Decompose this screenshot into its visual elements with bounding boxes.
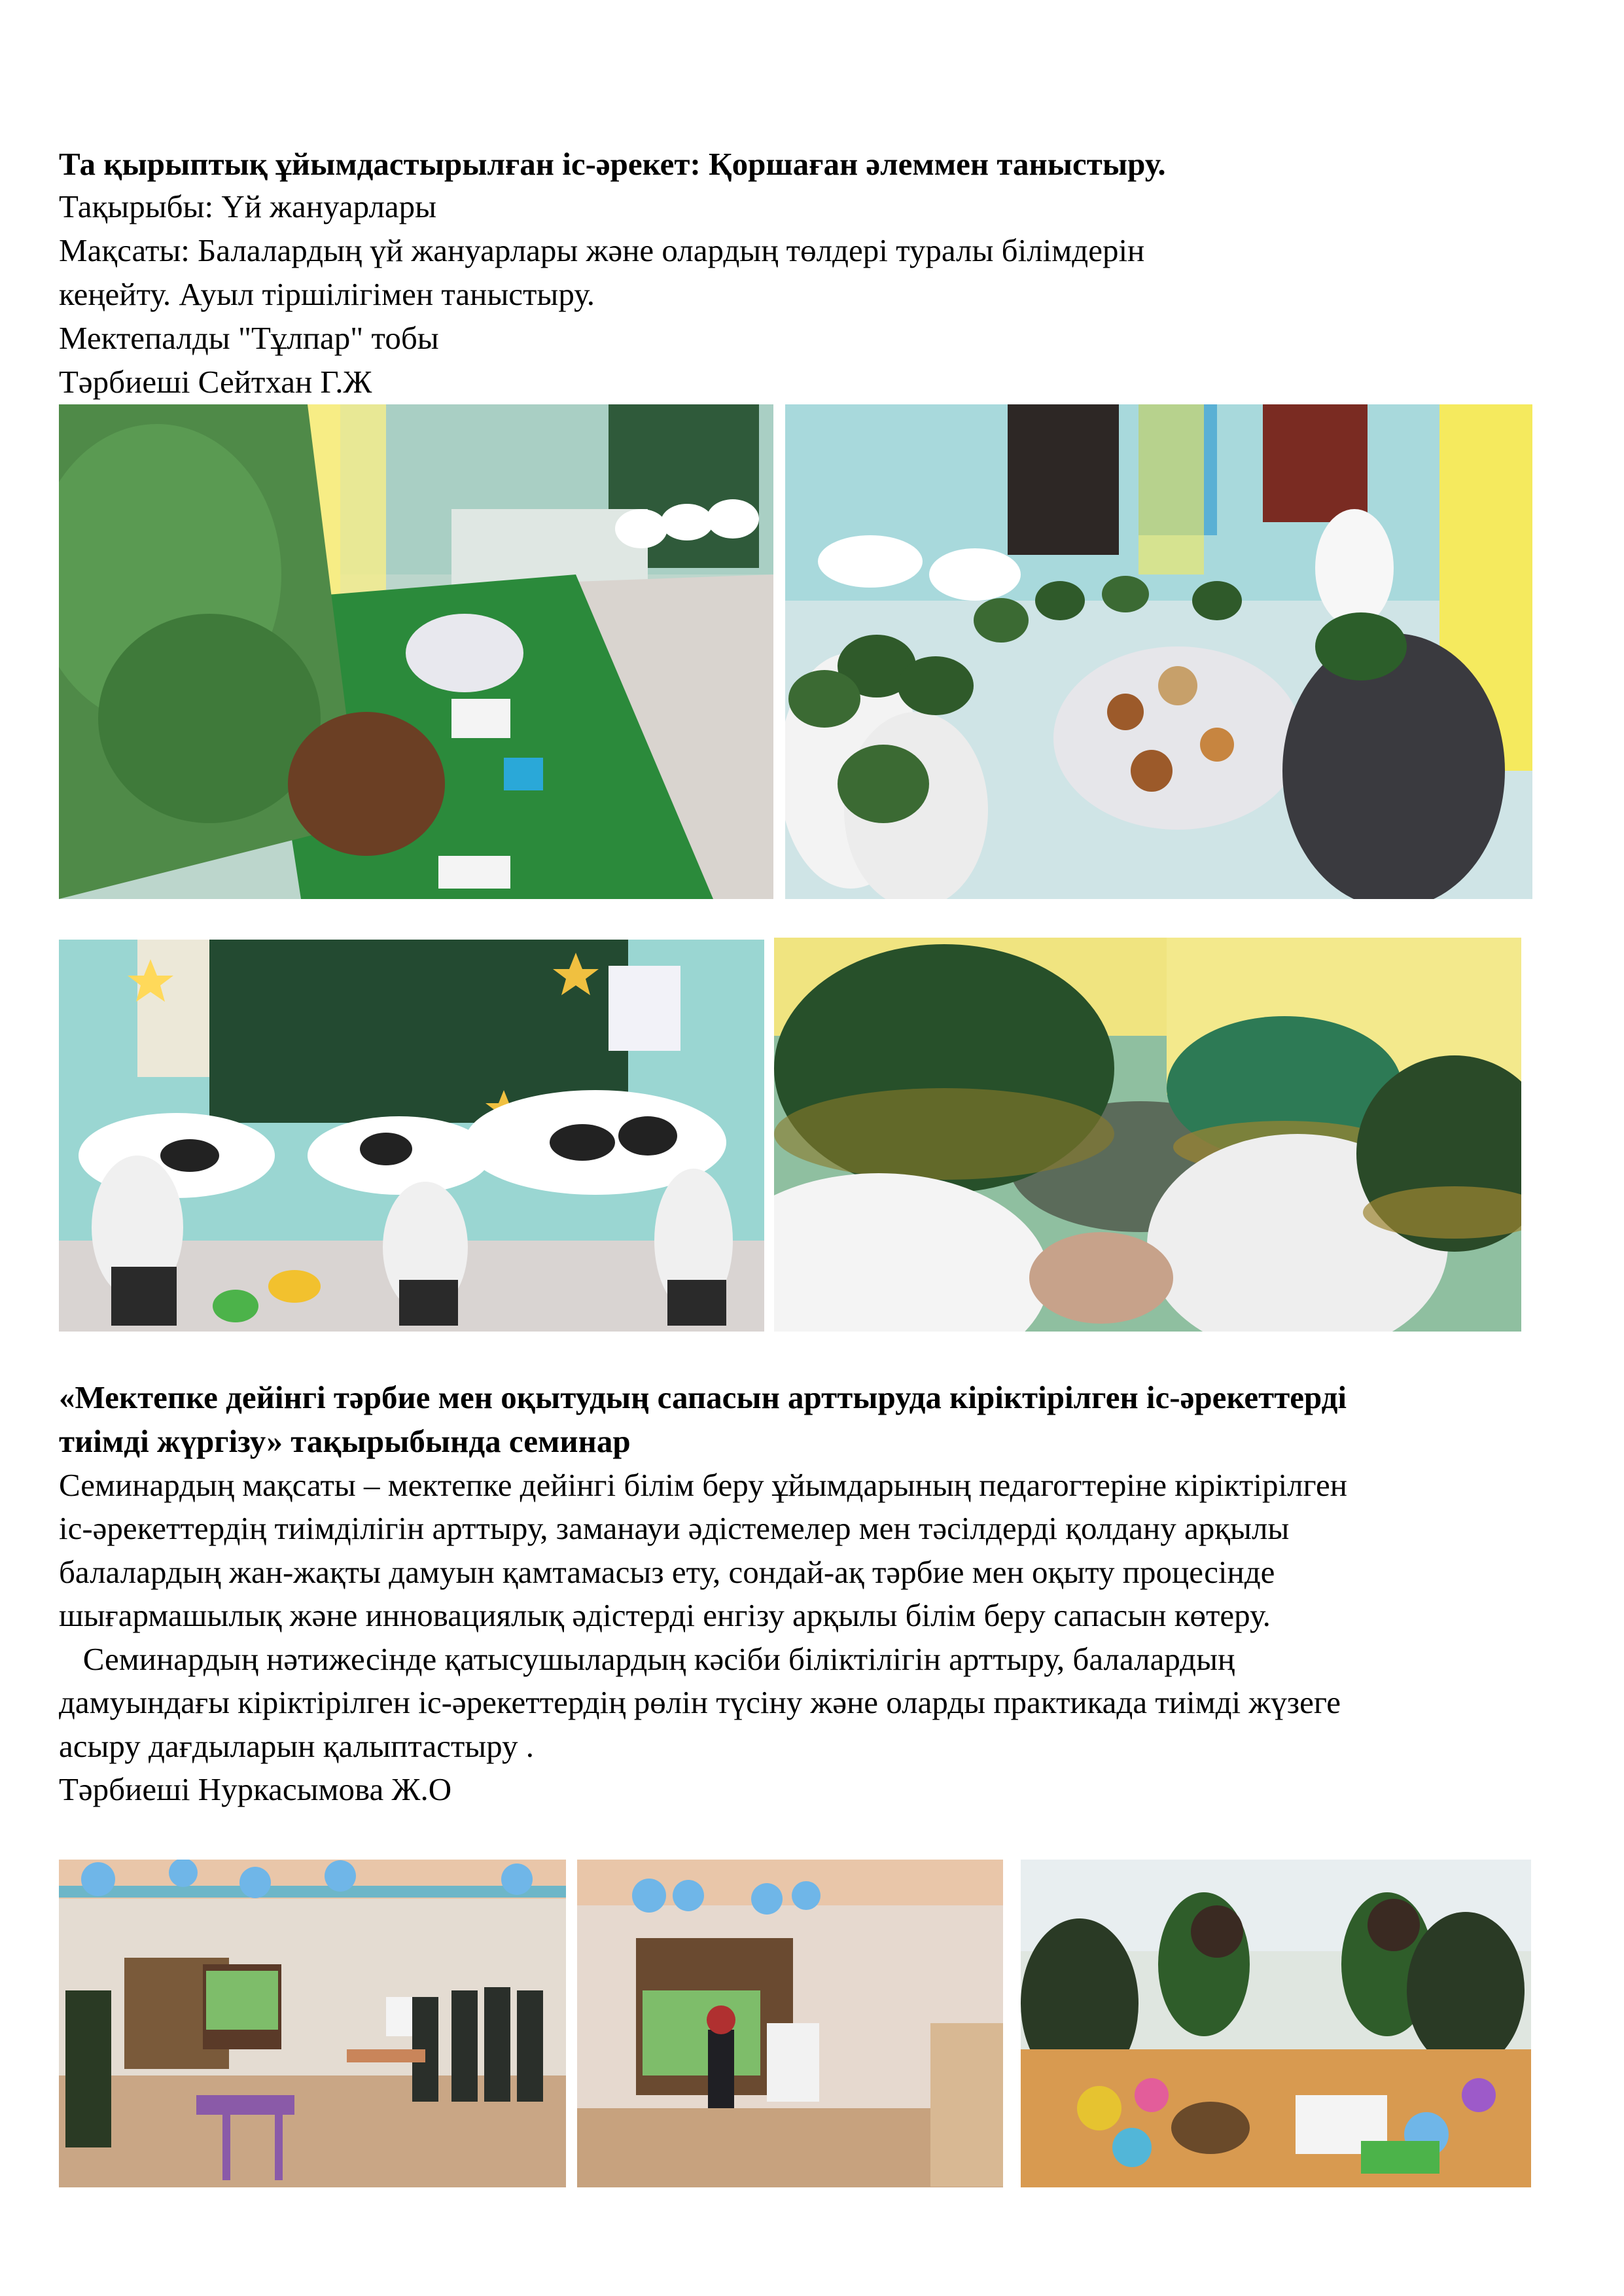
section2-heading-line2: тиімді жүргізу» тақырыбында семинар — [59, 1423, 631, 1459]
section1-teacher: Тәрбиеші Сейтхан Г.Ж — [59, 364, 372, 400]
photo-seminar-presenter — [577, 1860, 1003, 2187]
photo-children-milking-cows — [59, 940, 764, 1332]
section1-goal-line1: Мақсаты: Балалардың үй жануарлары және олардың төлдері туралы білімдерін — [59, 232, 1145, 268]
section2-p1-line1: Семинардың мақсаты – мектепке дейінгі білім беру ұйымдарының педагогтеріне кіріктірілген — [59, 1467, 1347, 1503]
section2-p1-line4: шығармашылық және инновациялық әдістерді енгізу арқылы білім беру сапасын көтеру. — [59, 1597, 1271, 1633]
photo-children-at-table — [785, 404, 1532, 899]
photo-seminar-crafts — [1021, 1860, 1531, 2187]
section2-p1-line3: балалардың жан-жақты дамуын қамтамасыз ету, сондай-ақ тәрбие мен оқыту процесінде — [59, 1554, 1275, 1590]
section1-group: Мектепалды "Тұлпар" тобы — [59, 320, 439, 356]
section2-p2-line2: дамуындағы кіріктірілген іс-әрекеттердің рөлін түсіну және оларды практикада тиімді жүзеге — [59, 1684, 1341, 1720]
section2-p2-line1: Семинардың нәтижесінде қатысушылардың кәсіби біліктілігін арттыру, балалардың — [59, 1641, 1235, 1677]
section1-topic: Тақырыбы: Үй жануарлары — [59, 188, 437, 224]
section1-goal-line2: кеңейту. Ауыл тіршілігімен таныстыру. — [59, 276, 595, 312]
section2-p2-line3: асыру дағдыларын қалыптастыру . — [59, 1728, 535, 1764]
section2-p1-line2: іс-әрекеттердің тиімділігін арттыру, заманауи әдістемелер мен тәсілдерді қолдану арқылы — [59, 1510, 1290, 1546]
section1-heading: Та қырыптық ұйымдастырылған іс-әрекет: Қоршаған әлеммен таныстыру. — [59, 146, 1166, 182]
photo-children-closeup-skullcaps — [774, 938, 1521, 1332]
photo-classroom-farm-corner — [59, 404, 773, 899]
photo-seminar-hall — [59, 1860, 566, 2187]
section2-teacher: Тәрбиеші Нуркасымова Ж.О — [59, 1771, 452, 1807]
section2-heading-line1: «Мектепке дейінгі тәрбие мен оқытудың сапасын арттыруда кіріктірілген іс-әрекеттерді — [59, 1379, 1347, 1415]
